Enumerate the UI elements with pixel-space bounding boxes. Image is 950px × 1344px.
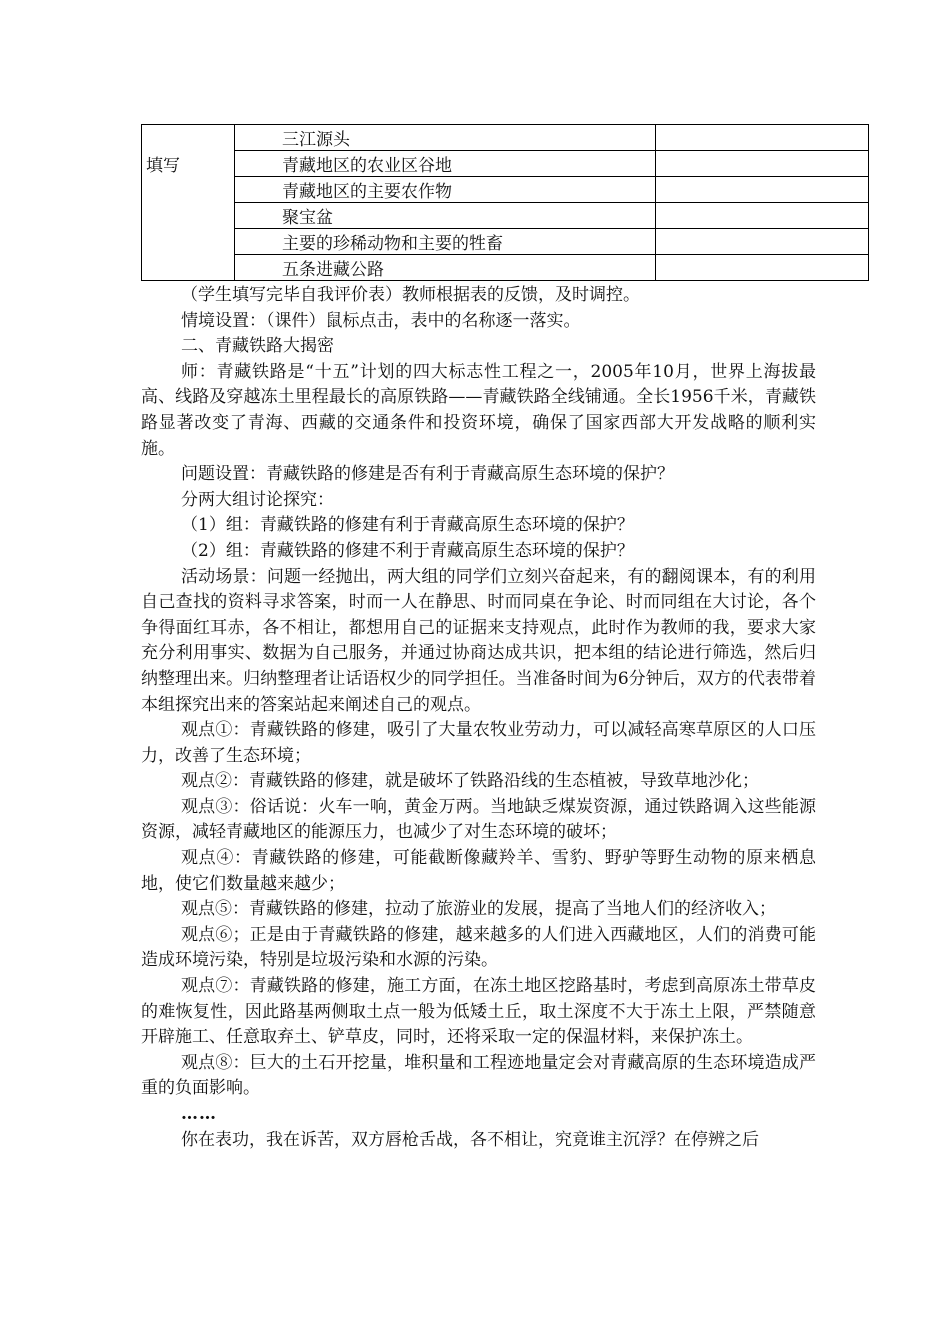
paragraph-activity-scene: 活动场景：问题一经抛出，两大组的同学们立刻兴奋起来，有的翻阅课本，有的利用自己查找的资料寻求答案，时而一人在静思、时而同桌在争论、时而同组在大讨论，各个争得面红耳赤，各不相让，都想用自己的证据来支持观点，此时作为教师的我，要求大家充分利用事实、数据为自己服务，并通过协商达成共识，把本组的结论进行筛选，然后归纳整理出来。归纳整理者让话语权少的同学担任。当准备时间为6分钟后，双方的代表带着本组探究出来的答案站起来阐述自己的观点。	[141, 566, 816, 715]
table-item: 三江源头	[235, 125, 656, 151]
table-item: 主要的珍稀动物和主要的牲畜	[235, 229, 656, 255]
answer-blank[interactable]	[656, 203, 869, 229]
table-row	[142, 203, 869, 229]
paragraph-viewpoint-1: 观点①：青藏铁路的修建，吸引了大量农牧业劳动力，可以减轻高寒草原区的人口压力，改善了生态环境；	[141, 720, 816, 766]
answer-blank[interactable]	[656, 229, 869, 255]
paragraph-viewpoint-2: 观点②：青藏铁路的修建，就是破坏了铁路沿线的生态植被，导致草地沙化；	[181, 771, 759, 792]
answer-blank[interactable]	[656, 177, 869, 203]
paragraph-viewpoint-7: 观点⑦：青藏铁路的修建，施工方面，在冻土地区挖路基时，考虑到高原冻土带草皮的难恢复性，因此路基两侧取土点一般为低矮土丘，取土深度不大于冻土上限，严禁随意开辟施工、任意取弃土、铲草皮，同时，还将采取一定的保温材料，来保护冻土。	[141, 976, 816, 1048]
section-heading: 二、青藏铁路大揭密	[181, 336, 334, 357]
answer-blank[interactable]	[656, 151, 869, 177]
table-row	[142, 255, 869, 281]
paragraph-viewpoint-6: 观点⑥；正是由于青藏铁路的修建，越来越多的人们进入西藏地区，人们的消费可能造成环境污染，特别是垃圾污染和水源的污染。	[141, 924, 816, 971]
table-item: 青藏地区的主要农作物	[235, 177, 656, 203]
table-row	[142, 151, 869, 177]
paragraph-question: 问题设置：青藏铁路的修建是否有利于青藏高原生态环境的保护？	[181, 464, 674, 485]
body-text	[141, 283, 816, 1153]
answer-blank[interactable]	[656, 255, 869, 281]
table-row	[142, 177, 869, 203]
paragraph-group-discussion: 分两大组讨论探究：	[181, 489, 334, 510]
table-item: 青藏地区的农业区谷地	[235, 151, 656, 177]
paragraph-viewpoint-8: 观点⑧：巨大的土石开挖量，堆积量和工程迹地量定会对青藏高原的生态环境造成严重的负面影响。	[141, 1052, 816, 1099]
paragraph-teacher-intro: 师：青藏铁路是“十五”计划的四大标志性工程之一，2005年10月，世界上海拔最高、线路及穿越冻土里程最长的高原铁路——青藏铁路全线铺通。全长1956千米，青藏铁路显著改变了青海、西藏的交通条件和投资环境，确保了国家西部大开发战略的顺利实施。	[141, 361, 816, 459]
paragraph-conclusion: 你在表功，我在诉苦，双方唇枪舌战，各不相让，究竟谁主沉浮？在停辨之后	[181, 1129, 759, 1150]
table-item: 五条进藏公路	[235, 255, 656, 281]
paragraph-group-1: （1）组：青藏铁路的修建有利于青藏高原生态环境的保护？	[181, 515, 634, 536]
paragraph-scenario-setting: 情境设置：（课件）鼠标点击，表中的名称逐一落实。	[181, 310, 581, 331]
table-row	[142, 125, 869, 151]
table-label-cell: 填写	[142, 125, 235, 281]
paragraph-viewpoint-5: 观点⑤：青藏铁路的修建，拉动了旅游业的发展，提高了当地人们的经济收入；	[181, 899, 776, 920]
ellipsis: ……	[181, 1104, 217, 1124]
table-row	[142, 229, 869, 255]
document-page	[141, 124, 816, 1153]
paragraph-viewpoint-3: 观点③：俗话说：火车一响，黄金万两。当地缺乏煤炭资源，通过铁路调入这些能源资源，减轻青藏地区的能源压力，也减少了对生态环境的破坏；	[141, 796, 816, 843]
paragraph-group-2: （2）组：青藏铁路的修建不利于青藏高原生态环境的保护？	[181, 540, 634, 561]
paragraph-viewpoint-4: 观点④：青藏铁路的修建，可能截断像藏羚羊、雪豹、野驴等野生动物的原来栖息地，使它们数量越来越少；	[141, 848, 816, 894]
paragraph-self-evaluation: （学生填写完毕自我评价表）教师根据表的反馈，及时调控。	[181, 285, 640, 305]
fill-in-table	[141, 124, 869, 281]
answer-blank[interactable]	[656, 125, 869, 151]
table-item: 聚宝盆	[235, 203, 656, 229]
